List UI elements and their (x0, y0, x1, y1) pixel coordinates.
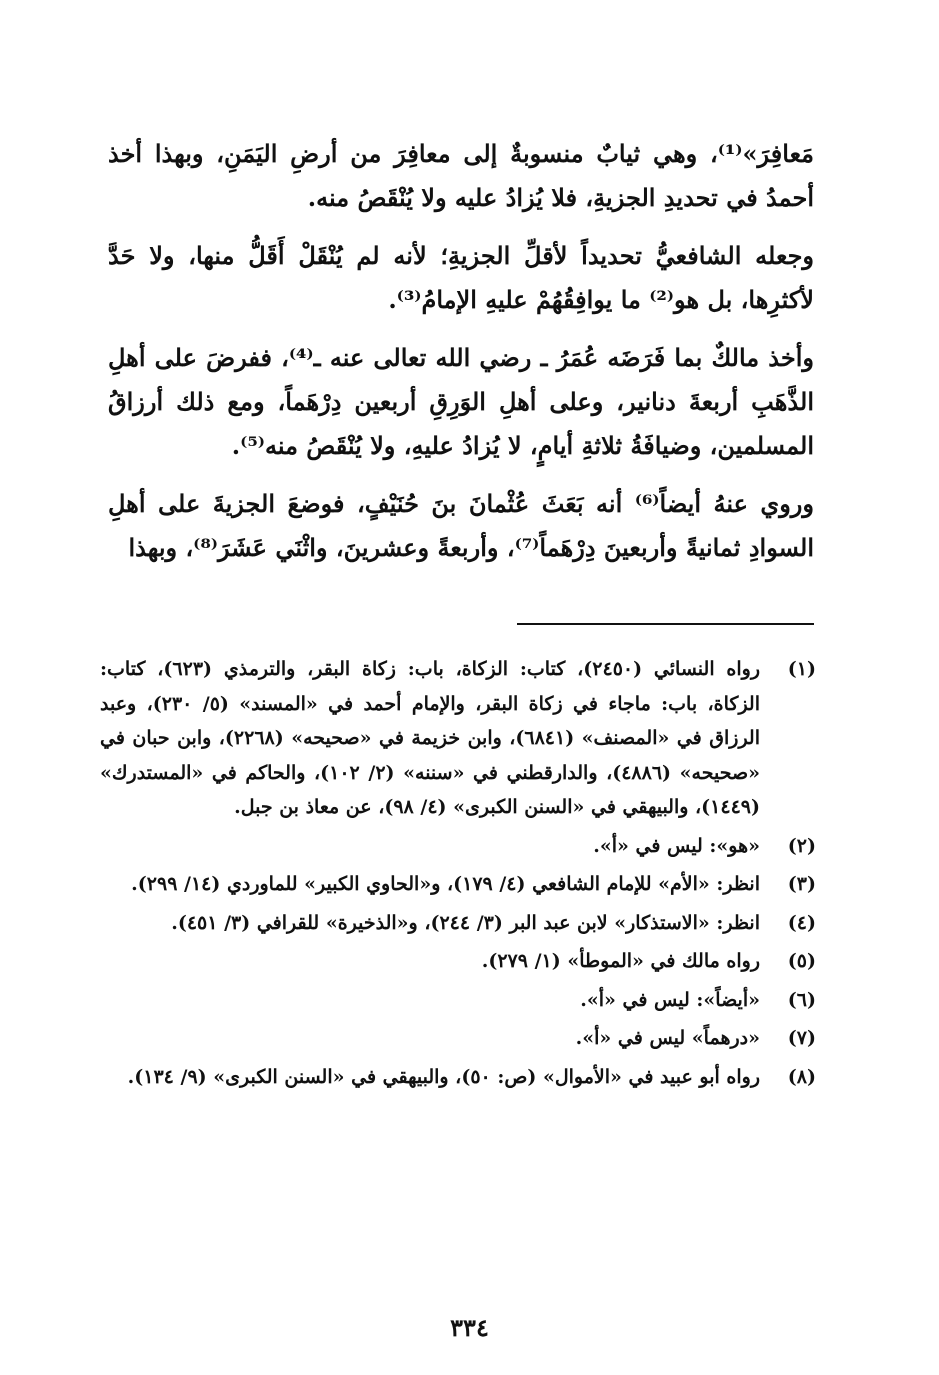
footnote-item (100, 1060, 816, 1095)
footnotes (100, 652, 816, 1098)
paragraph: وروي عنهُ أيضاً⁽⁶⁾ أنه بَعَثَ عُثْمانَ بنَ حُنَيْفٍ، فوضعَ الجزيةَ على أهلِ السوادِ ثمانيةً وأربعينَ دِرْهَماً⁽⁷⁾، وأربعةً وعشرينَ، واثْنَي عَشَرَ⁽⁸⁾، وبهذا (108, 489, 814, 562)
footnote-text: «هو»: ليس في «أ». (593, 834, 760, 857)
footnote-number: (٤) (787, 911, 816, 934)
footnote-number: (٧) (787, 1027, 816, 1049)
footnote-item (100, 1021, 816, 1056)
page-number: ٣٣٤ (450, 1313, 489, 1342)
footnote-text: انظر: «الاستذكار» لابن عبد البر (٣/ ٢٤٤)، و«الذخيرة» للقرافي (٣/ ٤٥١). (171, 911, 760, 934)
footnote-number: (٥) (787, 950, 816, 972)
footnote-item (100, 944, 816, 979)
footnote-item (100, 829, 816, 864)
footnote-item (100, 906, 816, 941)
paragraph: وأخذ مالكٌ بما فَرَضَه عُمَرُ ـ رضي الله تعالى عنه ـ⁽⁴⁾، ففرضَ على أهلِ الذَّهَبِ أربعةَ دنانير، وعلى أهلِ الوَرِقِ أربعين دِرْهَماً، ومع ذلك أرزاقُ المسلمين، وضيافَةُ ثلاثةِ أيامٍ، لا يُزادُ عليهِ، ولا يُنْقَصُ منه⁽⁵⁾. (108, 343, 814, 460)
footnote-number: (٨) (787, 1065, 816, 1088)
footnote-text: انظر: «الأم» للإمام الشافعي (٤/ ١٧٩)، و«الحاوي الكبير» للماوردي (١٤/ ٢٩٩). (131, 873, 760, 895)
footnote-item (100, 652, 816, 825)
footnote-text: رواه أبو عبيد في «الأموال» (ص: ٥٠)، والبيهقي في «السنن الكبرى» (٩/ ١٣٤). (127, 1065, 760, 1088)
main-text (108, 132, 814, 584)
paragraph: مَعافِرَ»⁽¹⁾، وهي ثيابٌ منسوبةٌ إلى معافِرَ من أرضِ اليَمَنِ، وبهذا أخذ أحمدُ في تحديدِ الجزيةِ، فلا يُزادُ عليه ولا يُنْقَصُ منه. (108, 139, 814, 212)
footnote-number: (٣) (787, 873, 816, 895)
footnote-item (100, 983, 816, 1018)
footnote-text: رواه مالك في «الموطأ» (١/ ٢٧٩). (481, 950, 760, 972)
footnote-separator (517, 623, 814, 625)
footnote-number: (٢) (787, 834, 816, 857)
footnote-text: «درهماً» ليس في «أ». (575, 1027, 760, 1049)
paragraph: وجعله الشافعيُّ تحديداً لأقلِّ الجزيةِ؛ لأنه لم يُنْقَلْ أَقَلُّ منها، ولا حَدَّ لأكثرِها، بل هو⁽²⁾ ما يوافِقُهُمْ عليهِ الإمامُ⁽³⁾. (108, 241, 814, 314)
footnote-number: (٦) (787, 988, 816, 1011)
footnote-text: رواه النسائي (٢٤٥٠)، كتاب: الزكاة، باب: زكاة البقر، والترمذي (٦٢٣)، كتاب: الزكاة، باب: ماجاء في زكاة البقر، والإمام أحمد في «المسند» (٥/ ٢٣٠)، وعبد الرزاق في «المصنف» (٦٨٤١)، وابن خزيمة في «صحيحه» (٢٢٦٨)، وابن حبان في «صحيحه» (٤٨٨٦)، والدارقطني في «سننه» (٢/ ١٠٢)، والحاكم في «المستدرك» (١٤٤٩)، والبيهقي في «السنن الكبرى» (٤/ ٩٨)، عن معاذ بن جبل. (100, 658, 761, 818)
footnote-text: «أيضاً»: ليس في «أ». (580, 988, 760, 1011)
footnote-number: (١) (787, 658, 816, 680)
footnote-item (100, 867, 816, 902)
